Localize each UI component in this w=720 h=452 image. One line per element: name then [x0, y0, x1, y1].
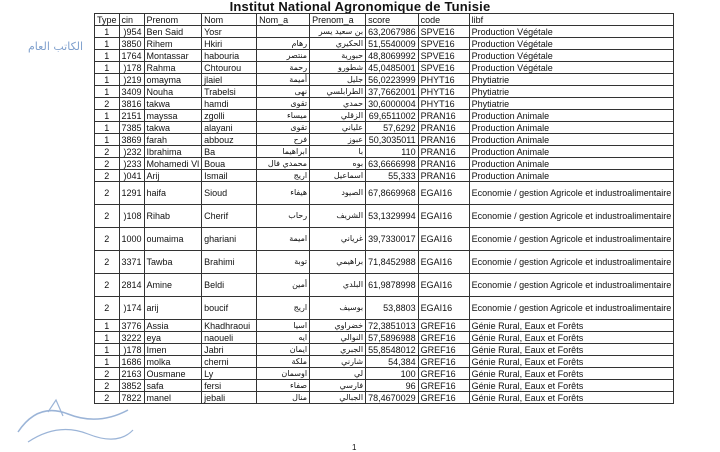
- cell-score: 51,5540009: [366, 38, 419, 50]
- cell-libf: Production Animale: [469, 158, 674, 170]
- cell-nom-a: رحاب: [257, 205, 310, 228]
- cell-cin: 2814: [119, 274, 144, 297]
- cell-score: 37,7662001: [366, 86, 419, 98]
- table-row: [95, 110, 674, 122]
- cell-nom-a: رحمة: [257, 62, 310, 74]
- cell-prenom: eya: [144, 332, 202, 344]
- cell-code: GREF16: [418, 356, 469, 368]
- cell-libf: Génie Rural, Eaux et Forêts: [469, 344, 674, 356]
- cell-code: EGAI16: [418, 205, 469, 228]
- cell-nom: Hkiri: [202, 38, 257, 50]
- cell-score: 39,7330017: [366, 228, 419, 251]
- page-number: 1: [352, 443, 357, 452]
- cell-nom-a: ايه: [257, 332, 310, 344]
- cell-libf: Production Animale: [469, 134, 674, 146]
- header-libf: libf: [469, 14, 674, 26]
- cell-cin: 3852: [119, 380, 144, 392]
- cell-code: SPVE16: [418, 26, 469, 38]
- cell-cin: )108: [119, 205, 144, 228]
- cell-prenom-a: غرياني: [310, 228, 366, 251]
- cell-cin: 1291: [119, 182, 144, 205]
- cell-prenom: molka: [144, 356, 202, 368]
- header-score: score: [366, 14, 419, 26]
- table-row: [95, 50, 674, 62]
- cell-score: 69,6511002: [366, 110, 419, 122]
- cell-prenom-a: جليل: [310, 74, 366, 86]
- cell-code: GREF16: [418, 320, 469, 332]
- table-row: [95, 274, 674, 297]
- cell-type: 1: [95, 26, 120, 38]
- cell-libf: Phytiatrie: [469, 86, 674, 98]
- cell-code: PRAN16: [418, 146, 469, 158]
- cell-score: 55,8548012: [366, 344, 419, 356]
- cell-cin: 2151: [119, 110, 144, 122]
- table-row: [95, 38, 674, 50]
- header-code: code: [418, 14, 469, 26]
- cell-nom: Chtourou: [202, 62, 257, 74]
- cell-cin: )178: [119, 62, 144, 74]
- header-prenom-a: Prenom_a: [310, 14, 366, 26]
- cell-nom: Yosr: [202, 26, 257, 38]
- cell-prenom: takwa: [144, 122, 202, 134]
- table-row: [95, 320, 674, 332]
- cell-libf: Phytiatrie: [469, 98, 674, 110]
- cell-score: 71,8452988: [366, 251, 419, 274]
- cell-libf: Production Végétale: [469, 50, 674, 62]
- cell-prenom: Montassar: [144, 50, 202, 62]
- cell-cin: 2163: [119, 368, 144, 380]
- table-row: [95, 86, 674, 98]
- cell-score: 57,6292: [366, 122, 419, 134]
- cell-nom-a: هيفاء: [257, 182, 310, 205]
- cell-type: 2: [95, 158, 120, 170]
- cell-type: 2: [95, 170, 120, 182]
- cell-nom-a: [257, 26, 310, 38]
- cell-nom: alayani: [202, 122, 257, 134]
- cell-nom-a: تقوى: [257, 98, 310, 110]
- table-body: [95, 26, 674, 404]
- cell-cin: 1764: [119, 50, 144, 62]
- cell-code: PHYT16: [418, 98, 469, 110]
- cell-prenom: Tawba: [144, 251, 202, 274]
- cell-nom: Jabri: [202, 344, 257, 356]
- cell-prenom-a: الشريف: [310, 205, 366, 228]
- cell-prenom-a: الصيود: [310, 182, 366, 205]
- cell-libf: Production Végétale: [469, 62, 674, 74]
- cell-prenom-a: با: [310, 146, 366, 158]
- table-row: [95, 182, 674, 205]
- table-row: [95, 228, 674, 251]
- cell-prenom: manel: [144, 392, 202, 404]
- cell-prenom-a: فارسي: [310, 380, 366, 392]
- cell-score: 78,4670029: [366, 392, 419, 404]
- cell-nom-a: اريج: [257, 297, 310, 320]
- cell-type: 1: [95, 344, 120, 356]
- table-row: [95, 74, 674, 86]
- cell-nom-a: منال: [257, 392, 310, 404]
- cell-libf: Economie / gestion Agricole et industroalimentaire: [469, 205, 674, 228]
- cell-prenom-a: بن سعيد يسر: [310, 26, 366, 38]
- cell-nom: Boua: [202, 158, 257, 170]
- cell-prenom: Imen: [144, 344, 202, 356]
- cell-type: 2: [95, 392, 120, 404]
- cell-cin: 3869: [119, 134, 144, 146]
- cell-nom: Beldi: [202, 274, 257, 297]
- header-prenom: Prenom: [144, 14, 202, 26]
- table-row: [95, 392, 674, 404]
- cell-code: GREF16: [418, 332, 469, 344]
- cell-prenom-a: علياني: [310, 122, 366, 134]
- cell-prenom-a: الحكيري: [310, 38, 366, 50]
- cell-libf: Production Animale: [469, 146, 674, 158]
- cell-type: 2: [95, 182, 120, 205]
- cell-prenom-a: الجبالي: [310, 392, 366, 404]
- header-nom-a: Nom_a: [257, 14, 310, 26]
- cell-nom-a: صفاء: [257, 380, 310, 392]
- cell-prenom-a: حمدي: [310, 98, 366, 110]
- table-row: [95, 98, 674, 110]
- table-header-row: [95, 14, 674, 26]
- cell-libf: Economie / gestion Agricole et industroalimentaire: [469, 274, 674, 297]
- cell-libf: Génie Rural, Eaux et Forêts: [469, 356, 674, 368]
- cell-score: 67,8669968: [366, 182, 419, 205]
- table-row: [95, 380, 674, 392]
- cell-code: SPVE16: [418, 50, 469, 62]
- cell-libf: Génie Rural, Eaux et Forêts: [469, 320, 674, 332]
- cell-score: 53,1329994: [366, 205, 419, 228]
- table-row: [95, 170, 674, 182]
- cell-type: 1: [95, 38, 120, 50]
- cell-code: SPVE16: [418, 62, 469, 74]
- page-title: Institut National Agronomique de Tunisie: [229, 0, 491, 14]
- cell-nom: jebali: [202, 392, 257, 404]
- cell-code: PHYT16: [418, 86, 469, 98]
- cell-nom-a: ملكة: [257, 356, 310, 368]
- table-row: [95, 158, 674, 170]
- cell-type: 2: [95, 380, 120, 392]
- cell-prenom-a: عبوز: [310, 134, 366, 146]
- cell-code: PRAN16: [418, 122, 469, 134]
- cell-score: 53,8803: [366, 297, 419, 320]
- cell-nom-a: ميساء: [257, 110, 310, 122]
- cell-nom-a: توبة: [257, 251, 310, 274]
- cell-prenom: farah: [144, 134, 202, 146]
- cell-nom-a: اوسمان: [257, 368, 310, 380]
- cell-nom: Khadhraoui: [202, 320, 257, 332]
- cell-prenom-a: شطورو: [310, 62, 366, 74]
- cell-nom: Sioud: [202, 182, 257, 205]
- cell-prenom: Rihem: [144, 38, 202, 50]
- cell-nom-a: منتصر: [257, 50, 310, 62]
- cell-score: 55,333: [366, 170, 419, 182]
- cell-libf: Economie / gestion Agricole et industroalimentaire: [469, 297, 674, 320]
- cell-type: 1: [95, 332, 120, 344]
- cell-prenom-a: حبورية: [310, 50, 366, 62]
- cell-libf: Economie / gestion Agricole et industroalimentaire: [469, 228, 674, 251]
- cell-cin: 3409: [119, 86, 144, 98]
- cell-prenom: Rihab: [144, 205, 202, 228]
- cell-type: 2: [95, 146, 120, 158]
- cell-prenom: oumaima: [144, 228, 202, 251]
- cell-nom-a: تقوى: [257, 122, 310, 134]
- cell-libf: Production Animale: [469, 170, 674, 182]
- table-row: [95, 146, 674, 158]
- cell-prenom: arij: [144, 297, 202, 320]
- cell-score: 57,5896988: [366, 332, 419, 344]
- cell-nom-a: اميمة: [257, 228, 310, 251]
- cell-score: 96: [366, 380, 419, 392]
- cell-code: GREF16: [418, 380, 469, 392]
- cell-code: GREF16: [418, 368, 469, 380]
- cell-prenom: takwa: [144, 98, 202, 110]
- cell-score: 56,0223999: [366, 74, 419, 86]
- cell-prenom: Ben Said: [144, 26, 202, 38]
- cell-code: SPVE16: [418, 38, 469, 50]
- cell-nom: hamdi: [202, 98, 257, 110]
- cell-nom-a: أمين: [257, 274, 310, 297]
- table-row: [95, 251, 674, 274]
- cell-cin: 1686: [119, 356, 144, 368]
- cell-nom-a: محمدي فال: [257, 158, 310, 170]
- header-cin: cin: [119, 14, 144, 26]
- cell-cin: )232: [119, 146, 144, 158]
- cell-code: EGAI16: [418, 297, 469, 320]
- cell-cin: 7822: [119, 392, 144, 404]
- cell-score: 100: [366, 368, 419, 380]
- cell-nom: boucif: [202, 297, 257, 320]
- cell-type: 2: [95, 228, 120, 251]
- cell-code: PRAN16: [418, 110, 469, 122]
- cell-score: 45,0485001: [366, 62, 419, 74]
- cell-type: 1: [95, 50, 120, 62]
- cell-libf: Génie Rural, Eaux et Forêts: [469, 380, 674, 392]
- cell-cin: 1000: [119, 228, 144, 251]
- table-row: [95, 297, 674, 320]
- cell-libf: Economie / gestion Agricole et industroalimentaire: [469, 251, 674, 274]
- cell-prenom-a: خضراوي: [310, 320, 366, 332]
- cell-code: GREF16: [418, 344, 469, 356]
- cell-prenom: Ousmane: [144, 368, 202, 380]
- admissions-table: [94, 13, 674, 404]
- cell-prenom: haifa: [144, 182, 202, 205]
- cell-prenom: Mohamedi Vl: [144, 158, 202, 170]
- cell-nom: Brahimi: [202, 251, 257, 274]
- cell-prenom: Nouha: [144, 86, 202, 98]
- cell-code: EGAI16: [418, 228, 469, 251]
- cell-prenom: omayma: [144, 74, 202, 86]
- cell-nom-a: نهى: [257, 86, 310, 98]
- cell-type: 1: [95, 356, 120, 368]
- cell-prenom-a: البلدي: [310, 274, 366, 297]
- cell-nom-a: رهام: [257, 38, 310, 50]
- cell-type: 2: [95, 274, 120, 297]
- cell-nom-a: ابراهيما: [257, 146, 310, 158]
- cell-nom-a: اريج: [257, 170, 310, 182]
- cell-type: 2: [95, 368, 120, 380]
- table-row: [95, 356, 674, 368]
- cell-type: 1: [95, 86, 120, 98]
- cell-prenom-a: شارني: [310, 356, 366, 368]
- cell-nom: Ba: [202, 146, 257, 158]
- cell-libf: Production Animale: [469, 122, 674, 134]
- cell-cin: 3850: [119, 38, 144, 50]
- cell-nom: zgolli: [202, 110, 257, 122]
- table-row: [95, 368, 674, 380]
- cell-libf: Génie Rural, Eaux et Forêts: [469, 332, 674, 344]
- cell-score: 72,3851013: [366, 320, 419, 332]
- cell-code: EGAI16: [418, 251, 469, 274]
- cell-prenom: Arij: [144, 170, 202, 182]
- cell-type: 1: [95, 320, 120, 332]
- cell-score: 63,2067986: [366, 26, 419, 38]
- stamp-text: الكاتب العام: [28, 40, 84, 53]
- cell-nom: Ismail: [202, 170, 257, 182]
- cell-type: 2: [95, 297, 120, 320]
- cell-cin: 7385: [119, 122, 144, 134]
- cell-cin: )954: [119, 26, 144, 38]
- cell-prenom-a: براهيمي: [310, 251, 366, 274]
- cell-score: 61,9878998: [366, 274, 419, 297]
- cell-libf: Génie Rural, Eaux et Forêts: [469, 392, 674, 404]
- cell-nom-a: اسيا: [257, 320, 310, 332]
- cell-libf: Production Végétale: [469, 38, 674, 50]
- cell-cin: 3816: [119, 98, 144, 110]
- cell-nom: Trabelsi: [202, 86, 257, 98]
- cell-cin: 3222: [119, 332, 144, 344]
- cell-prenom-a: بوه: [310, 158, 366, 170]
- cell-prenom: Amine: [144, 274, 202, 297]
- cell-score: 48,8069992: [366, 50, 419, 62]
- cell-cin: )219: [119, 74, 144, 86]
- cell-nom: naoueli: [202, 332, 257, 344]
- cell-prenom-a: الزقلي: [310, 110, 366, 122]
- cell-code: GREF16: [418, 392, 469, 404]
- cell-type: 2: [95, 205, 120, 228]
- header-type: Type: [95, 14, 120, 26]
- table-row: [95, 62, 674, 74]
- cell-libf: Economie / gestion Agricole et industroalimentaire: [469, 182, 674, 205]
- cell-type: 2: [95, 251, 120, 274]
- cell-type: 1: [95, 62, 120, 74]
- cell-nom-a: ايمان: [257, 344, 310, 356]
- cell-type: 2: [95, 98, 120, 110]
- cell-cin: )174: [119, 297, 144, 320]
- cell-prenom-a: لي: [310, 368, 366, 380]
- cell-libf: Production Végétale: [469, 26, 674, 38]
- cell-cin: )178: [119, 344, 144, 356]
- cell-libf: Production Animale: [469, 110, 674, 122]
- table-row: [95, 134, 674, 146]
- cell-prenom-a: اسماعيل: [310, 170, 366, 182]
- cell-prenom-a: الطرابلسي: [310, 86, 366, 98]
- cell-cin: 3371: [119, 251, 144, 274]
- cell-libf: Génie Rural, Eaux et Forêts: [469, 368, 674, 380]
- cell-code: PRAN16: [418, 134, 469, 146]
- cell-nom-a: فرح: [257, 134, 310, 146]
- cell-prenom-a: النوالي: [310, 332, 366, 344]
- cell-prenom: safa: [144, 380, 202, 392]
- cell-score: 50,3035011: [366, 134, 419, 146]
- cell-score: 30,6000004: [366, 98, 419, 110]
- table-row: [95, 205, 674, 228]
- cell-score: 110: [366, 146, 419, 158]
- table-row: [95, 26, 674, 38]
- cell-type: 1: [95, 134, 120, 146]
- cell-code: PRAN16: [418, 170, 469, 182]
- table-row: [95, 122, 674, 134]
- cell-prenom: Assia: [144, 320, 202, 332]
- cell-nom-a: أميمة: [257, 74, 310, 86]
- cell-score: 54,384: [366, 356, 419, 368]
- cell-score: 63,6666998: [366, 158, 419, 170]
- cell-nom: Ly: [202, 368, 257, 380]
- cell-nom: cherni: [202, 356, 257, 368]
- cell-prenom: Ibrahima: [144, 146, 202, 158]
- cell-cin: 3776: [119, 320, 144, 332]
- cell-type: 1: [95, 122, 120, 134]
- cell-cin: )233: [119, 158, 144, 170]
- table-row: [95, 344, 674, 356]
- cell-nom: abbouz: [202, 134, 257, 146]
- cell-prenom: mayssa: [144, 110, 202, 122]
- cell-nom: habouria: [202, 50, 257, 62]
- cell-code: EGAI16: [418, 274, 469, 297]
- cell-type: 1: [95, 74, 120, 86]
- table-row: [95, 332, 674, 344]
- cell-libf: Phytiatrie: [469, 74, 674, 86]
- cell-cin: )041: [119, 170, 144, 182]
- cell-nom: Cherif: [202, 205, 257, 228]
- cell-nom: jlaiel: [202, 74, 257, 86]
- cell-nom: ghariani: [202, 228, 257, 251]
- cell-type: 1: [95, 110, 120, 122]
- cell-prenom-a: الجبري: [310, 344, 366, 356]
- cell-prenom-a: بوسيف: [310, 297, 366, 320]
- cell-code: EGAI16: [418, 182, 469, 205]
- cell-code: PRAN16: [418, 158, 469, 170]
- header-nom: Nom: [202, 14, 257, 26]
- cell-prenom: Rahma: [144, 62, 202, 74]
- cell-code: PHYT16: [418, 74, 469, 86]
- cell-nom: fersi: [202, 380, 257, 392]
